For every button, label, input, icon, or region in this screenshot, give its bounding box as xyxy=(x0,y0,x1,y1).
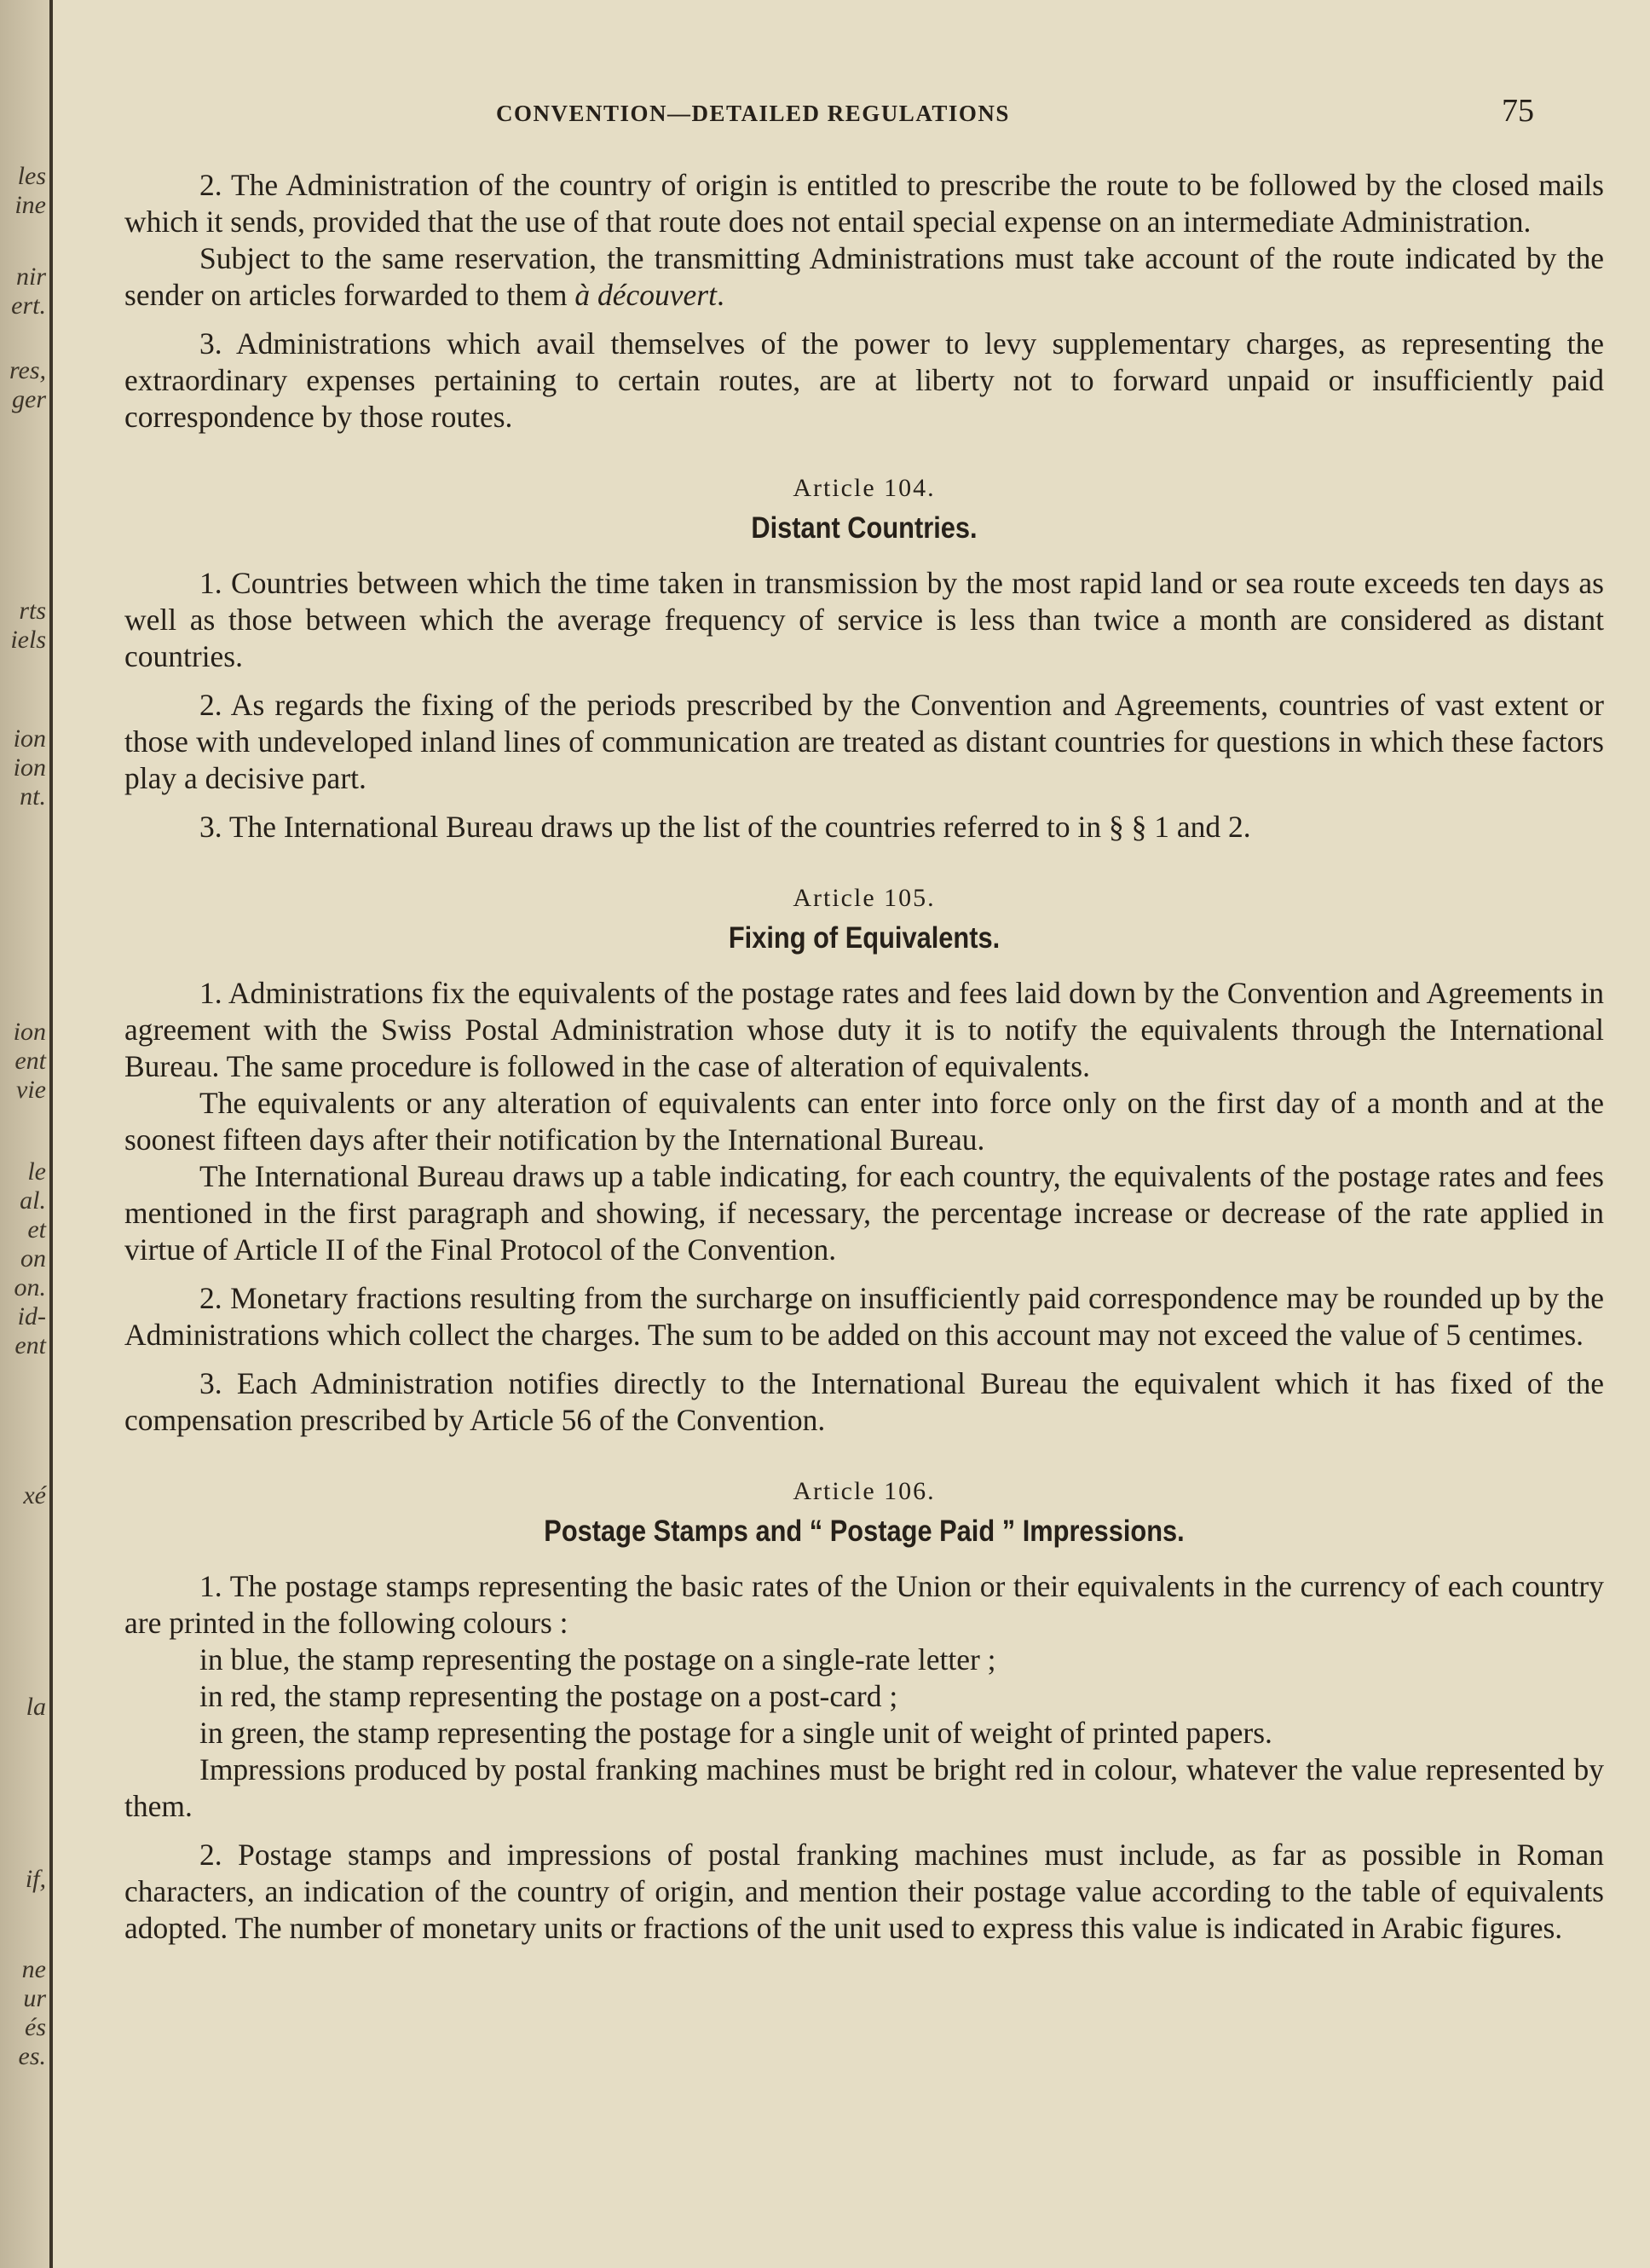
margin-fragment-2: nir ert. xyxy=(11,263,46,320)
paragraph: Impressions produced by postal franking machines must be bright red in colour, whatever the value represented by them. xyxy=(124,1752,1604,1823)
text-column xyxy=(124,167,1604,1947)
paragraph: 3. Administrations which avail themselves of the power to levy supplementary charges, as representing the extraordinary expenses pertaining to certain routes, are at liberty not to forward unpaid or insufficiently paid correspondence by those routes. xyxy=(124,326,1604,434)
article-number: Article 106. xyxy=(793,1477,936,1505)
paragraph: 3. Each Administration notifies directly to the International Bureau the equivalent which it has fixed of the compensation prescribed by Article 56 of the Convention. xyxy=(124,1366,1604,1437)
paragraph: 2. As regards the fixing of the periods prescribed by the Convention and Agreements, countries of vast extent or those with undeveloped inland lines of communication are treated as distant countries for questions in which these factors play a decisive part. xyxy=(124,688,1604,795)
article-number: Article 104. xyxy=(793,474,936,502)
article-number: Article 105. xyxy=(793,884,936,912)
paragraph: 2. Postage stamps and impressions of postal franking machines must include, as far as possible in Roman characters, an indication of the country of origin, and mention their postage value according to the table of equivalents adopted. The number of monetary units or fractions of the unit used to express this value is indicated in Arabic figures. xyxy=(124,1838,1604,1945)
margin-fragment-4: rts iels xyxy=(10,597,46,654)
margin-fragment-11: ne ur és es. xyxy=(18,1955,46,2070)
running-head: CONVENTION—DETAILED REGULATIONS xyxy=(496,101,1010,126)
list-item: in blue, the stamp representing the postage on a single-rate letter ; xyxy=(199,1642,996,1676)
paragraph: The International Bureau draws up a table indicating, for each country, the equivalents of the postage rates and fees mentioned in the first paragraph and showing, if necessary, the percentage increase or decrease of the rate applied in virtue of Article II of the Final Protocol of the Convention. xyxy=(124,1159,1604,1267)
margin-fragment-10: if, xyxy=(25,1865,46,1893)
paragraph: 2. Monetary fractions resulting from the surcharge on insufficiently paid correspondence may be rounded up by the Administrations which collect the charges. The sum to be added on this account may not exceed the value of 5 centimes. xyxy=(124,1281,1604,1352)
article-title: Fixing of Equivalents. xyxy=(728,921,1001,955)
paragraph: 1. Countries between which the time taken in transmission by the most rapid land or sea route exceeds ten days as well as those between which the average frequency of service is less than twice a month are considered as distant countries. xyxy=(124,566,1604,673)
margin-fragment-3: res, ger xyxy=(9,356,46,413)
article-title: Distant Countries. xyxy=(751,511,978,545)
margin-fragment-1: les ine xyxy=(14,162,46,219)
list-item: in red, the stamp representing the postage on a post-card ; xyxy=(199,1679,898,1713)
list-item: in green, the stamp representing the postage for a single unit of weight of printed papers. xyxy=(199,1716,1272,1750)
margin-fragment-5: ion ion nt. xyxy=(13,724,46,811)
margin-fragment-8: xé xyxy=(23,1481,46,1509)
page-header xyxy=(53,92,1650,135)
paragraph: 1. The postage stamps representing the basic rates of the Union or their equivalents in the currency of each country are printed in the following colours : xyxy=(124,1569,1604,1640)
paragraph: Subject to the same reservation, the transmitting Administrations must take account of the route indicated by the sender on articles forwarded to them à découvert. xyxy=(124,241,1604,312)
paragraph: 2. The Administration of the country of origin is entitled to prescribe the route to be followed by the closed mails which it sends, provided that the use of that route does not entail special expense on an intermediate Administration. xyxy=(124,168,1604,239)
paragraph: 3. The International Bureau draws up the list of the countries referred to in § § 1 and 2. xyxy=(199,810,1251,844)
paragraph: The equivalents or any alteration of equivalents can enter into force only on the first day of a month and at the soonest fifteen days after their notification by the International Bureau. xyxy=(124,1086,1604,1157)
margin-fragment-7: le al. et on on. id- ent xyxy=(14,1157,46,1359)
paragraph: 1. Administrations fix the equivalents of the postage rates and fees laid down by the Convention and Agreements in agreement with the Swiss Postal Administration whose duty it is to notify the equivalents through the International Bureau. The same procedure is followed in the case of alteration of equivalents. xyxy=(124,976,1604,1083)
page-number: 75 xyxy=(1502,93,1534,129)
margin-fragment-6: ion ent vie xyxy=(13,1018,46,1104)
gutter-shadow xyxy=(0,0,49,2268)
document-page xyxy=(53,0,1650,2268)
article-title: Postage Stamps and “ Postage Paid ” Impressions. xyxy=(544,1515,1185,1548)
margin-fragment-9: la xyxy=(26,1693,46,1721)
